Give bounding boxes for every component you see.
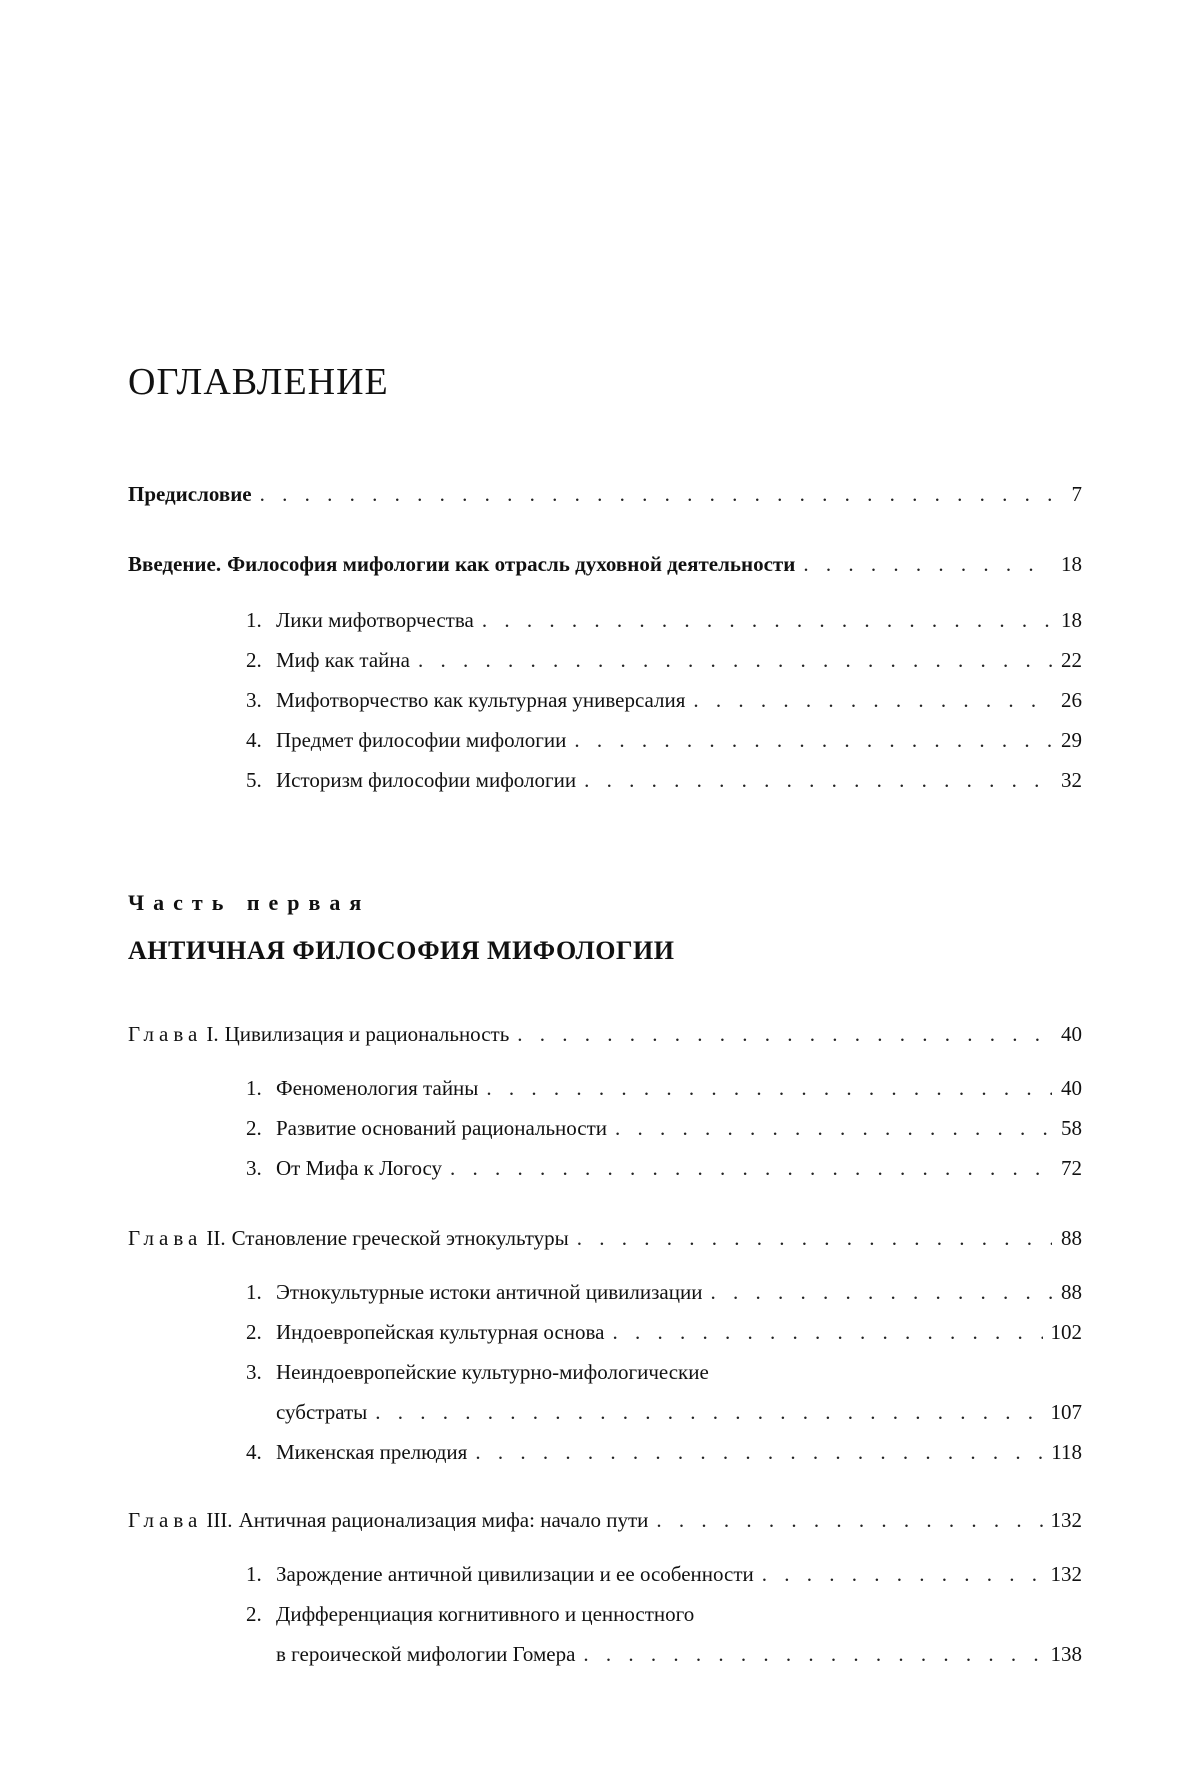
page-number: 40 xyxy=(1061,1076,1082,1100)
page-number: 118 xyxy=(1051,1440,1082,1464)
section-title: Зарождение античной цивилизации и ее особенности xyxy=(276,1562,754,1586)
chapter-label: Глава xyxy=(128,1022,203,1046)
leader-dots xyxy=(574,726,1052,754)
page-number: 88 xyxy=(1061,1280,1082,1304)
page-number: 88 xyxy=(1061,1226,1082,1250)
toc-chapter xyxy=(128,1020,1082,1048)
toc-entry-intro xyxy=(128,550,1082,578)
section-title: Предмет философии мифологии xyxy=(276,728,567,752)
leader-dots xyxy=(762,1560,1043,1588)
toc-section xyxy=(246,1074,1082,1102)
section-title: Дифференциация когнитивного и ценностного xyxy=(276,1602,695,1626)
page-number: 40 xyxy=(1061,1022,1082,1046)
section-number: 5. xyxy=(246,768,262,792)
toc-section xyxy=(246,606,1082,634)
chapter-label: Глава xyxy=(128,1508,203,1532)
section-title: Миф как тайна xyxy=(276,648,410,672)
section-title: Развитие оснований рациональности xyxy=(276,1116,608,1140)
page-number: 29 xyxy=(1061,728,1082,752)
page-number: 138 xyxy=(1050,1642,1082,1666)
toc-section xyxy=(246,1318,1082,1346)
chapter-number: II. xyxy=(206,1226,226,1250)
toc-section-continuation xyxy=(276,1640,1082,1668)
section-title-continued: в героической мифологии Гомера xyxy=(276,1642,576,1666)
chapter-title: Становление греческой этнокультуры xyxy=(231,1226,569,1250)
toc-section xyxy=(246,1560,1082,1588)
leader-dots xyxy=(615,1114,1052,1142)
section-title: Этнокультурные истоки античной цивилизации xyxy=(276,1280,703,1304)
page-number: 26 xyxy=(1061,688,1082,712)
page-number: 107 xyxy=(1050,1400,1082,1424)
part-label: Часть первая xyxy=(128,890,371,915)
toc-section xyxy=(246,726,1082,754)
toc-section-continuation xyxy=(276,1398,1082,1426)
section-number: 2. xyxy=(246,1116,262,1140)
section-title: Историзм философии мифологии xyxy=(276,768,577,792)
leader-dots xyxy=(375,1398,1042,1426)
page-number: 132 xyxy=(1050,1508,1082,1532)
leader-dots xyxy=(584,766,1052,794)
section-number: 4. xyxy=(246,728,262,752)
toc-section xyxy=(246,1358,1082,1386)
section-title: Микенская прелюдия xyxy=(276,1440,468,1464)
toc-section xyxy=(246,1278,1082,1306)
section-number: 1. xyxy=(246,1280,262,1304)
leader-dots xyxy=(475,1438,1043,1466)
toc-section xyxy=(246,1438,1082,1466)
chapter-label: Глава xyxy=(128,1226,203,1250)
chapter-number: I. xyxy=(206,1022,219,1046)
leader-dots xyxy=(418,646,1052,674)
toc-section xyxy=(246,1600,1082,1628)
section-title: Мифотворчество как культурная универсалия xyxy=(276,688,686,712)
part-title: АНТИЧНАЯ ФИЛОСОФИЯ МИФОЛОГИИ xyxy=(128,936,675,965)
section-number: 1. xyxy=(246,608,262,632)
section-number: 1. xyxy=(246,1076,262,1100)
toc-entry-preface xyxy=(128,480,1082,508)
toc-section xyxy=(246,1114,1082,1142)
page-number: 18 xyxy=(1061,552,1082,576)
leader-dots xyxy=(803,550,1052,578)
section-title: Неиндоевропейские культурно-мифологические xyxy=(276,1360,709,1384)
leader-dots xyxy=(577,1224,1052,1252)
chapter-title: Цивилизация и рациональность xyxy=(224,1022,510,1046)
section-number: 2. xyxy=(246,1602,262,1626)
section-number: 2. xyxy=(246,648,262,672)
page-number: 7 xyxy=(1071,482,1082,506)
toc-chapter xyxy=(128,1224,1082,1252)
page-number: 32 xyxy=(1061,768,1082,792)
leader-dots xyxy=(612,1318,1042,1346)
leader-dots xyxy=(693,686,1052,714)
leader-dots xyxy=(517,1020,1052,1048)
entry-label: Введение. xyxy=(128,552,222,576)
section-title: От Мифа к Логосу xyxy=(276,1156,443,1180)
toc-section xyxy=(246,1154,1082,1182)
entry-title: Предисловие xyxy=(128,482,252,506)
entry-title: Философия мифологии как отрасль духовной деятельности xyxy=(227,552,796,576)
section-number: 3. xyxy=(246,688,262,712)
page-title: ОГЛАВЛЕНИЕ xyxy=(128,361,389,403)
leader-dots xyxy=(482,606,1052,634)
leader-dots xyxy=(583,1640,1042,1668)
section-number: 1. xyxy=(246,1562,262,1586)
leader-dots xyxy=(656,1506,1042,1534)
section-title: Феноменология тайны xyxy=(276,1076,479,1100)
toc-chapter xyxy=(128,1506,1082,1534)
section-title: Лики мифотворчества xyxy=(276,608,474,632)
page-number: 22 xyxy=(1061,648,1082,672)
chapter-number: III. xyxy=(206,1508,233,1532)
leader-dots xyxy=(710,1278,1052,1306)
toc-section xyxy=(246,646,1082,674)
section-number: 3. xyxy=(246,1360,262,1384)
page-number: 58 xyxy=(1061,1116,1082,1140)
section-number: 2. xyxy=(246,1320,262,1344)
leader-dots xyxy=(450,1154,1052,1182)
section-title: Индоевропейская культурная основа xyxy=(276,1320,605,1344)
page-number: 132 xyxy=(1050,1562,1082,1586)
section-number: 3. xyxy=(246,1156,262,1180)
toc-section xyxy=(246,766,1082,794)
section-title-continued: субстраты xyxy=(276,1400,368,1424)
leader-dots xyxy=(260,480,1052,508)
page-number: 72 xyxy=(1061,1156,1082,1180)
section-number: 4. xyxy=(246,1440,262,1464)
leader-dots xyxy=(486,1074,1052,1102)
page-number: 102 xyxy=(1050,1320,1082,1344)
page-number: 18 xyxy=(1061,608,1082,632)
toc-section xyxy=(246,686,1082,714)
chapter-title: Античная рационализация мифа: начало пути xyxy=(238,1508,649,1532)
